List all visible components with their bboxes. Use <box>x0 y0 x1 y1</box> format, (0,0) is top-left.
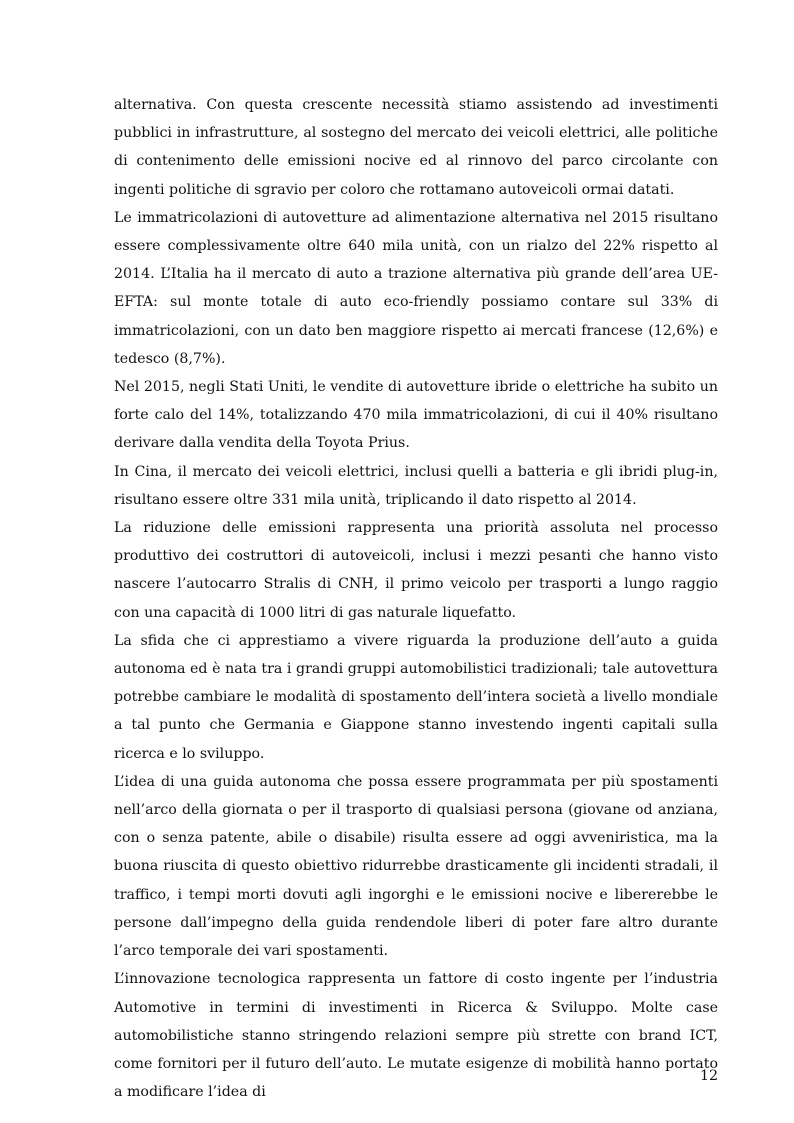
body-text <box>114 91 718 1106</box>
paragraph-7: L’idea di una guida autonoma che possa essere programmata per più spostamenti nell’arco della giornata o per il trasporto di qualsiasi persona (giovane od anziana, con o senza patente, abile o disabile) risulta essere ad oggi avveniristica, ma la buona riuscita di questo obiettivo ridurrebbe drasticamente gli incidenti stradali, il traffico, i tempi morti dovuti agli ingorghi e le emissioni nocive e libererebbe le persone dall’impegno della guida rendendole liberi di poter fare altro durante l’arco temporale dei vari spostamenti. <box>114 773 718 960</box>
paragraph-6: La sfida che ci apprestiamo a vivere riguarda la produzione dell’auto a guida autonoma ed è nata tra i grandi gruppi automobilistici tradizionali; tale autovettura potrebbe cambiare le modalità di spostamento dell’intera società a livello mondiale a tal punto che Germania e Giappone stanno investendo ingenti capitali sulla ricerca e lo sviluppo. <box>114 632 718 762</box>
paragraph-3: Nel 2015, negli Stati Uniti, le vendite di autovetture ibride o elettriche ha subito un forte calo del 14%, totalizzando 470 mila immatricolazioni, di cui il 40% risultano derivare dalla vendita della Toyota Prius. <box>114 379 718 452</box>
paragraph-4: In Cina, il mercato dei veicoli elettrici, inclusi quelli a batteria e gli ibridi plug-in, risultano essere oltre 331 mila unità, triplicando il dato rispetto al 2014. <box>114 463 718 508</box>
paragraph-2: Le immatricolazioni di autovetture ad alimentazione alternativa nel 2015 risultano essere complessivamente oltre 640 mila unità, con un rialzo del 22% rispetto al 2014. L’Italia ha il mercato di auto a trazione alternativa più grande dell’area UE-EFTA: sul monte totale di auto eco-friendly possiamo contare sul 33% di immatricolazioni, con un dato ben maggiore rispetto ai mercati francese (12,6%) e tedesco (8,7%). <box>114 209 718 367</box>
paragraph-1: alternativa. Con questa crescente necessità stiamo assistendo ad investimenti pubblici in infrastrutture, al sostegno del mercato dei veicoli elettrici, alle politiche di contenimento delle emissioni nocive ed al rinnovo del parco circolante con ingenti politiche di sgravio per coloro che rottamano autoveicoli ormai datati. <box>114 97 718 198</box>
paragraph-8: L’innovazione tecnologica rappresenta un fattore di costo ingente per l’industria Automotive in termini di investimenti in Ricerca & Sviluppo. Molte case automobilistiche stanno stringendo relazioni sempre più strette con brand ICT, come fornitori per il futuro dell’auto. Le mutate esigenze di mobilità hanno portato a modificare l’idea di <box>114 971 718 1101</box>
page-number: 12 <box>699 1068 718 1084</box>
paragraph-5: La riduzione delle emissioni rappresenta una priorità assoluta nel processo produttivo dei costruttori di autoveicoli, inclusi i mezzi pesanti che hanno visto nascere l’autocarro Stralis di CNH, il primo veicolo per trasporti a lungo raggio con una capacità di 1000 litri di gas naturale liquefatto. <box>114 520 718 621</box>
